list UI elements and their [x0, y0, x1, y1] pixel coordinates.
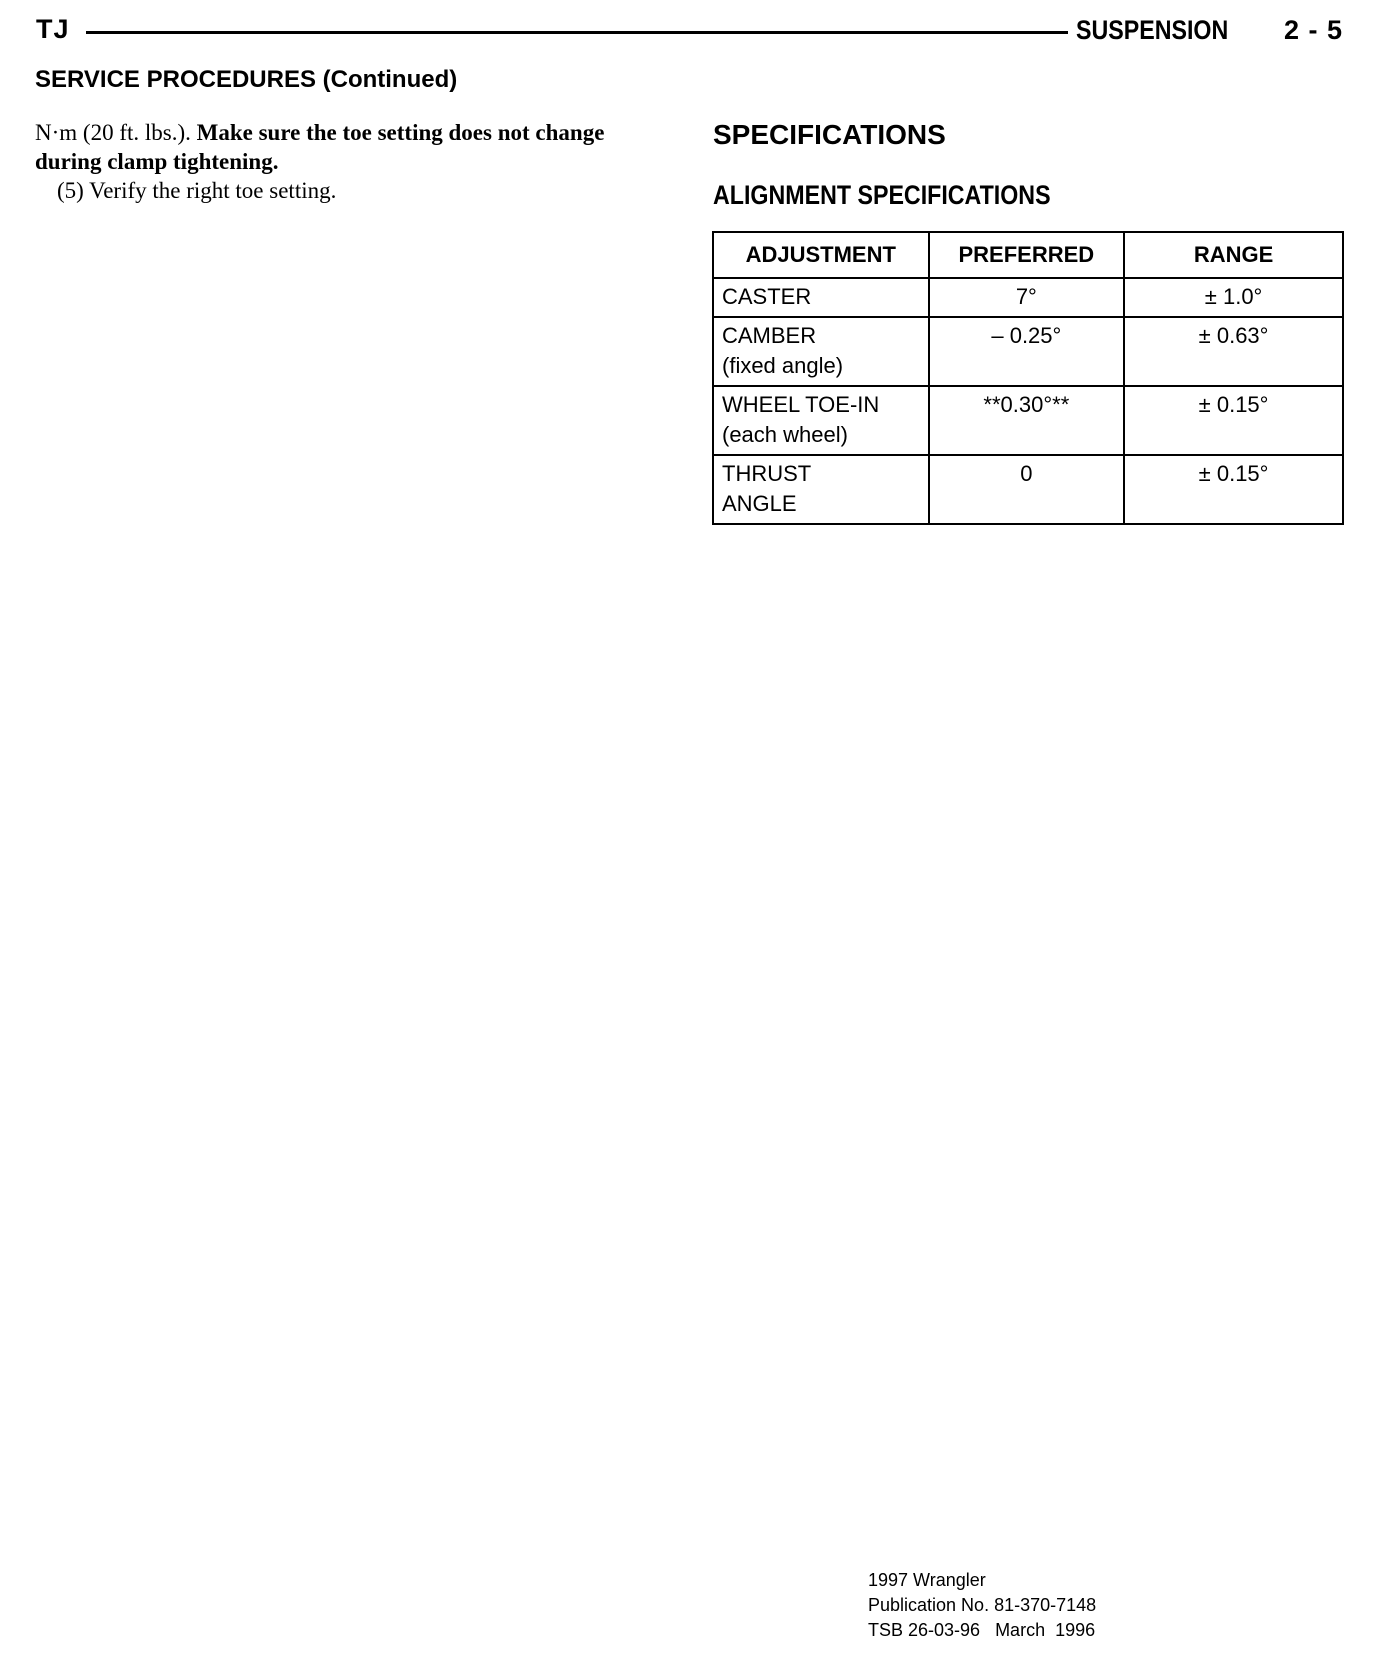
table-header-row [713, 232, 1343, 278]
specifications-heading: SPECIFICATIONS [713, 119, 946, 150]
table-row [713, 455, 1343, 524]
cell-adjustment [713, 455, 929, 524]
adjustment-line: (each wheel) [722, 422, 848, 447]
table-row [713, 317, 1343, 386]
left-column-text [35, 118, 675, 205]
table-row [713, 386, 1343, 455]
cell-preferred: 0 [929, 455, 1125, 524]
adjustment-line: THRUST [722, 461, 812, 486]
cell-adjustment [713, 278, 929, 317]
paragraph-bold-text: Make sure the toe setting does not change during clamp tightening. [35, 120, 605, 174]
cell-range: ± 1.0° [1124, 278, 1343, 317]
cell-adjustment [713, 317, 929, 386]
header-page-number: 2 - 5 [1284, 15, 1343, 45]
cell-preferred: **0.30°** [929, 386, 1125, 455]
cell-range: ± 0.15° [1124, 386, 1343, 455]
column-header-range: RANGE [1124, 232, 1343, 278]
adjustment-line: CAMBER [722, 323, 817, 348]
paragraph-plain-text: N·m (20 ft. lbs.). [35, 120, 197, 145]
cell-preferred: 7° [929, 278, 1125, 317]
alignment-specifications-table [712, 231, 1344, 525]
adjustment-line: (fixed angle) [722, 353, 844, 378]
cell-range: ± 0.63° [1124, 317, 1343, 386]
publication-footer [868, 1568, 1096, 1643]
header-model-code: TJ [36, 14, 70, 44]
cell-adjustment [713, 386, 929, 455]
section-subheading: SERVICE PROCEDURES (Continued) [35, 66, 458, 93]
adjustment-line: WHEEL TOE-IN [722, 392, 880, 417]
cell-range: ± 0.15° [1124, 455, 1343, 524]
procedure-step: (5) Verify the right toe setting. [57, 178, 337, 203]
continued-paragraph [35, 118, 675, 176]
footer-publication-number: Publication No. 81-370-7148 [868, 1595, 1097, 1615]
table-row [713, 278, 1343, 317]
adjustment-line: CASTER [722, 284, 812, 309]
adjustment-line: ANGLE [722, 491, 797, 516]
cell-preferred: – 0.25° [929, 317, 1125, 386]
alignment-specifications-heading: ALIGNMENT SPECIFICATIONS [713, 180, 1051, 210]
column-header-adjustment: ADJUSTMENT [713, 232, 929, 278]
footer-vehicle: 1997 Wrangler [868, 1570, 986, 1590]
footer-tsb: TSB 26-03-96 March 1996 [868, 1620, 1096, 1640]
column-header-preferred: PREFERRED [929, 232, 1125, 278]
header-rule [86, 31, 1068, 34]
header-section-title: SUSPENSION [1076, 15, 1229, 45]
